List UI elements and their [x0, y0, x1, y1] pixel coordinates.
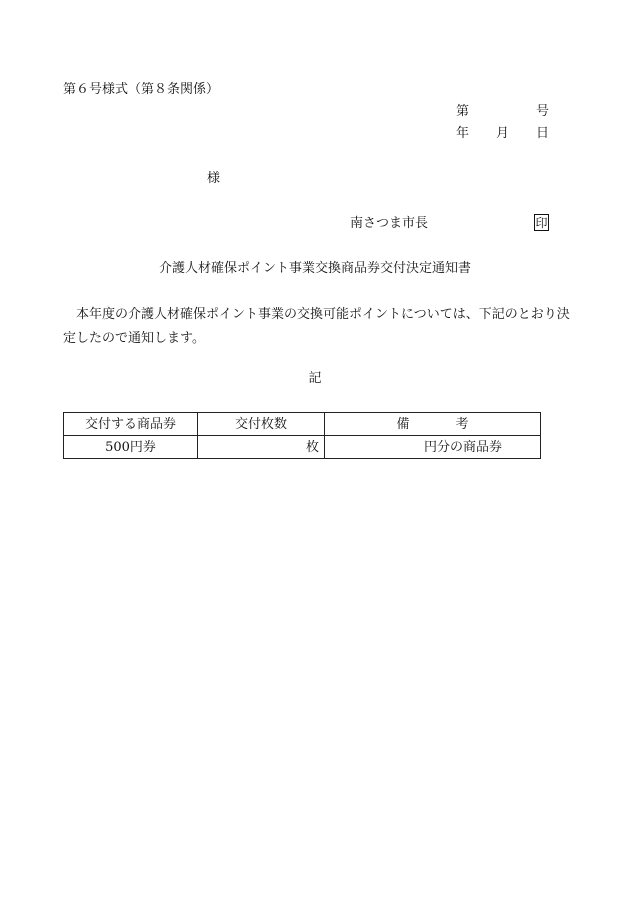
form-number: 第６号様式（第８条関係）: [63, 82, 220, 97]
date-day-label: 日: [536, 126, 550, 141]
recipient-honorific: 様: [207, 171, 221, 186]
header-remarks-part-2: 考: [455, 416, 469, 432]
header-voucher: 交付する商品券: [64, 413, 198, 436]
cell-voucher: 500円券: [64, 436, 198, 459]
voucher-table: [63, 412, 541, 459]
document-number-prefix: 第: [456, 104, 470, 119]
seal-mark: 印: [535, 215, 548, 230]
issuer-title: 南さつま市長: [350, 216, 429, 231]
body-text: 本年度の介護人材確保ポイント事業の交換可能ポイントについては、下記のとおり決定したので通知します。: [63, 307, 570, 346]
header-remarks-part-1: 備: [396, 416, 410, 432]
cell-count-unit: 枚: [198, 436, 325, 459]
table-header-row: [64, 413, 541, 436]
document-title: 介護人材確保ポイント事業交換商品券交付決定通知書: [158, 261, 471, 276]
table-row: [64, 436, 541, 459]
header-count: 交付枚数: [198, 413, 325, 436]
date-month-label: 月: [496, 126, 510, 141]
cell-remarks: 円分の商品券: [325, 436, 541, 459]
ki-heading: 記: [308, 371, 322, 386]
document-number-suffix: 号: [536, 104, 550, 119]
date-year-label: 年: [456, 126, 470, 141]
header-remarks: [325, 413, 541, 436]
